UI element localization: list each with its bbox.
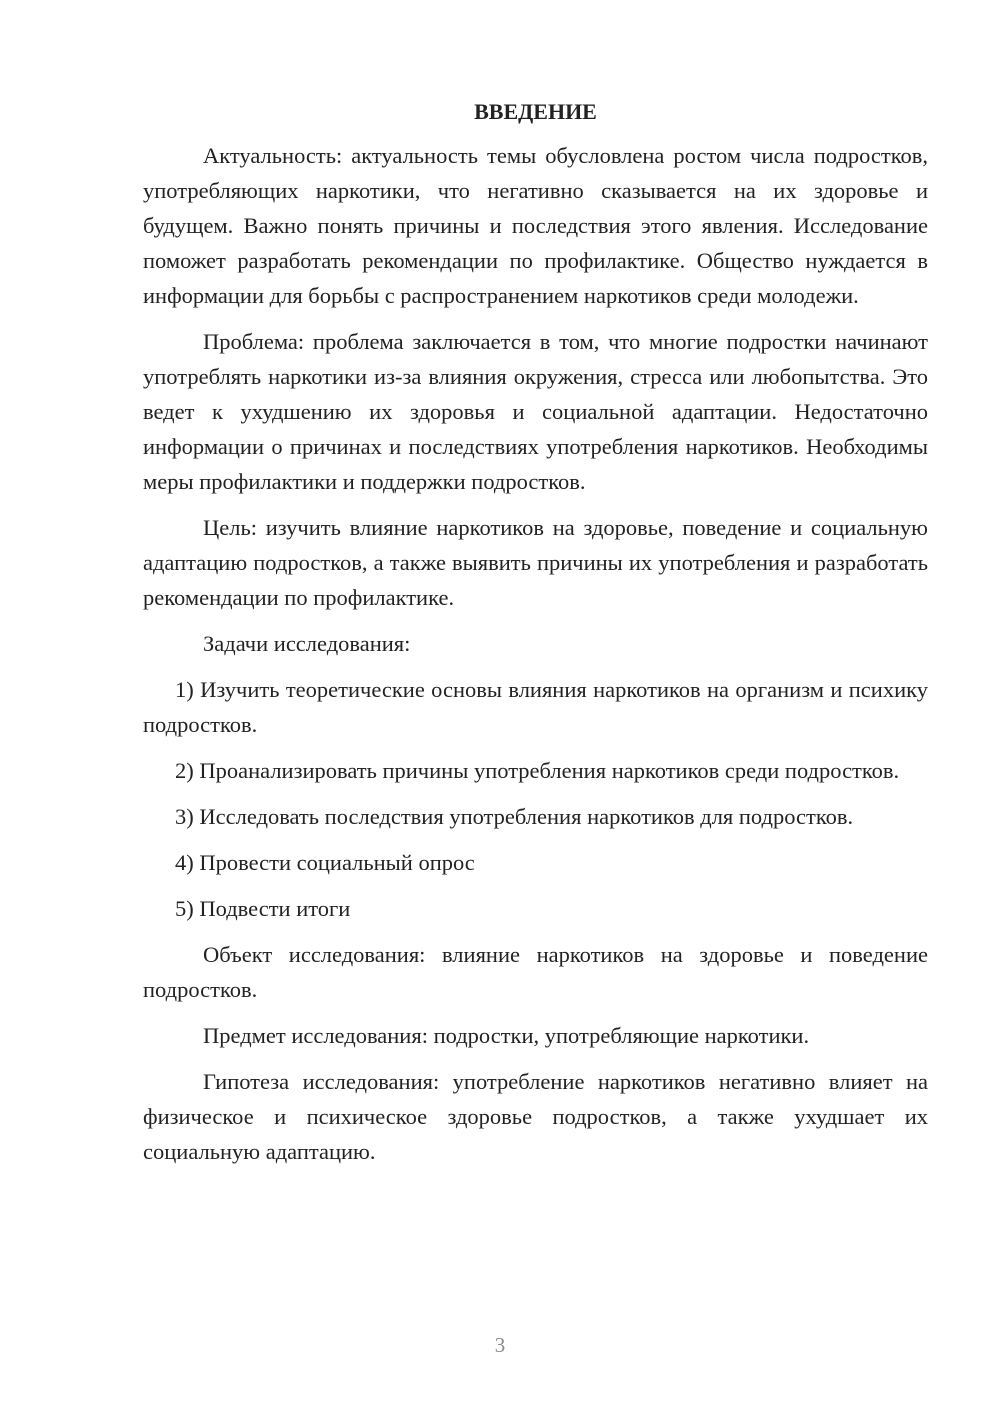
section-title: ВВЕДЕНИЕ — [474, 99, 597, 124]
paragraph-subject: Предмет исследования: подростки, употребляющие наркотики. — [203, 1023, 810, 1048]
paragraph-object: Объект исследования: влияние наркотиков на здоровье и поведение подростков. — [143, 942, 928, 1002]
paragraph-goal: Цель: изучить влияние наркотиков на здоровье, поведение и социальную адаптацию подростков, а также выявить причины их употребления и разработать рекомендации по профилактике. — [143, 515, 928, 610]
task-item-2: 2) Проанализировать причины употребления наркотиков среди подростков. — [175, 758, 900, 783]
task-item-4: 4) Провести социальный опрос — [175, 850, 475, 875]
tasks-heading: Задачи исследования: — [203, 631, 411, 656]
page-number: 3 — [494, 1333, 506, 1357]
task-item-5: 5) Подвести итоги — [175, 896, 351, 921]
document-page — [143, 96, 928, 1180]
paragraph-relevance: Актуальность: актуальность темы обусловлена ростом числа подростков, употребляющих наркотики, что негативно сказывается на их здоровье и будущем. Важно понять причины и последствия этого явления. Исследование поможет разработать рекомендации по профилактике. Общество нуждается в информации для борьбы с распространением наркотиков среди молодежи. — [143, 143, 928, 308]
task-item-1: 1) Изучить теоретические основы влияния наркотиков на организм и психику подростков. — [143, 677, 928, 737]
paragraph-problem: Проблема: проблема заключается в том, что многие подростки начинают употреблять наркотики из-за влияния окружения, стресса или любопытства. Это ведет к ухудшению их здоровья и социальной адаптации. Недостаточно информации о причинах и последствиях употребления наркотиков. Необходимы меры профилактики и поддержки подростков. — [143, 329, 928, 494]
paragraph-hypothesis: Гипотеза исследования: употребление наркотиков негативно влияет на физическое и психическое здоровье подростков, а также ухудшает их социальную адаптацию. — [143, 1069, 928, 1164]
task-item-3: 3) Исследовать последствия употребления наркотиков для подростков. — [175, 804, 854, 829]
